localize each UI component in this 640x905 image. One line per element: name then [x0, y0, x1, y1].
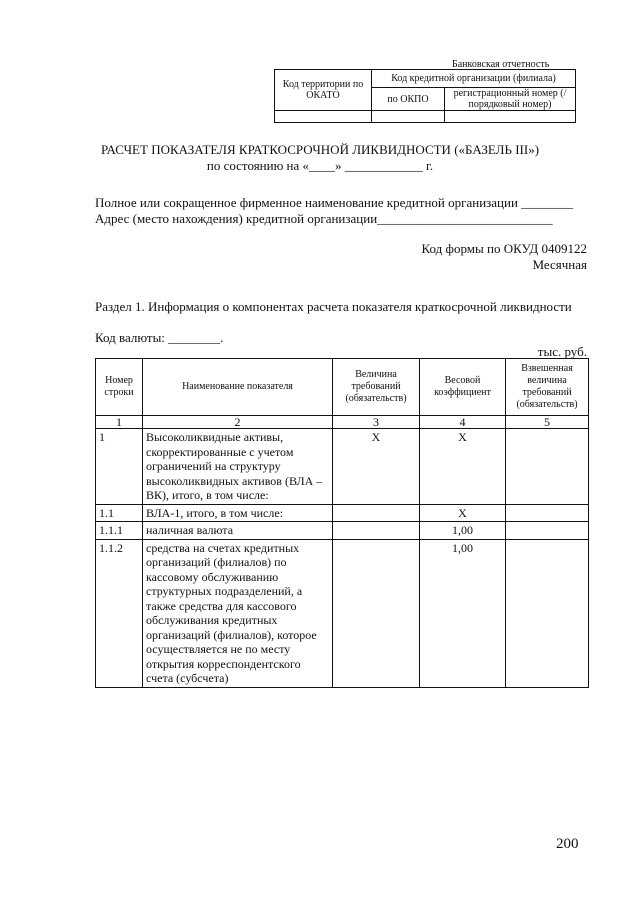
- row-coefficient: X: [420, 429, 506, 505]
- table-row: [96, 539, 589, 687]
- row-coefficient: 1,00: [420, 522, 506, 540]
- section-title: Раздел 1. Информация о компонентах расчета показателя краткосрочной ликвидности: [95, 299, 572, 314]
- report-date-line: по состоянию на «____» ____________ г.: [206, 158, 434, 173]
- row-number: 1: [96, 429, 143, 505]
- row-weighted[interactable]: [506, 429, 589, 505]
- col-number: 5: [506, 416, 589, 429]
- table-row: [96, 504, 589, 522]
- territory-code-cell[interactable]: [275, 111, 372, 123]
- currency-code: Код валюты: ________.: [95, 330, 224, 345]
- col-number: 4: [420, 416, 506, 429]
- okpo-cell[interactable]: [372, 111, 445, 123]
- okpo-header: по ОКПО: [372, 88, 445, 111]
- reg-number-cell[interactable]: [445, 111, 576, 123]
- header-weighted-value: Взвешенная величина требований (обязательств): [506, 359, 589, 416]
- row-number: 1.1.2: [96, 539, 143, 687]
- row-value[interactable]: [333, 522, 420, 540]
- report-title: РАСЧЕТ ПОКАЗАТЕЛЯ КРАТКОСРОЧНОЙ ЛИКВИДНОСТИ («БАЗЕЛЬ III»): [100, 142, 540, 157]
- form-code: Код формы по ОКУД 0409122: [421, 241, 587, 256]
- row-coefficient: 1,00: [420, 539, 506, 687]
- liquidity-table: [95, 358, 589, 688]
- row-number: 1.1.1: [96, 522, 143, 540]
- row-value[interactable]: [333, 539, 420, 687]
- units-label: тыс. руб.: [537, 344, 587, 359]
- header-requirement-value: Величина требований (обязательств): [333, 359, 420, 416]
- row-coefficient: X: [420, 504, 506, 522]
- row-name: Высоколиквидные активы, скорректированные с учетом ограничений на структуру высоколиквидных активов (ВЛА – ВК), итого, в том числе:: [143, 429, 333, 505]
- periodicity: Месячная: [532, 257, 587, 272]
- org-name-line: Полное или сокращенное фирменное наименование кредитной организации ________: [95, 195, 574, 210]
- header-row-number: Номер строки: [96, 359, 143, 416]
- row-name: средства на счетах кредитных организаций (филиалов) по кассовому обслуживанию структурных подразделений, а также средства для кассового обслуживания кредитных организаций (филиалов), которое осуществляется не по месту открытия корреспондентского счета (субсчета): [143, 539, 333, 687]
- report-type-label: Банковская отчетность: [452, 59, 550, 70]
- row-weighted[interactable]: [506, 504, 589, 522]
- row-name: ВЛА-1, итого, в том числе:: [143, 504, 333, 522]
- row-value[interactable]: [333, 504, 420, 522]
- reg-number-header: регистрационный номер (/порядковый номер): [445, 88, 576, 111]
- row-value: X: [333, 429, 420, 505]
- header-weight-coefficient: Весовой коэффициент: [420, 359, 506, 416]
- row-number: 1.1: [96, 504, 143, 522]
- row-weighted[interactable]: [506, 539, 589, 687]
- table-row: [96, 522, 589, 540]
- credit-org-code-header: Код кредитной организации (филиала): [372, 70, 576, 88]
- row-weighted[interactable]: [506, 522, 589, 540]
- col-number: 2: [143, 416, 333, 429]
- header-indicator-name: Наименование показателя: [143, 359, 333, 416]
- codes-table: [274, 69, 576, 123]
- address-line: Адрес (место нахождения) кредитной организации___________________________: [95, 211, 553, 226]
- col-number: 3: [333, 416, 420, 429]
- page-number: 200: [556, 836, 579, 852]
- col-number: 1: [96, 416, 143, 429]
- row-name: наличная валюта: [143, 522, 333, 540]
- table-row: [96, 429, 589, 505]
- territory-code-header: Код территории по ОКАТО: [275, 70, 372, 111]
